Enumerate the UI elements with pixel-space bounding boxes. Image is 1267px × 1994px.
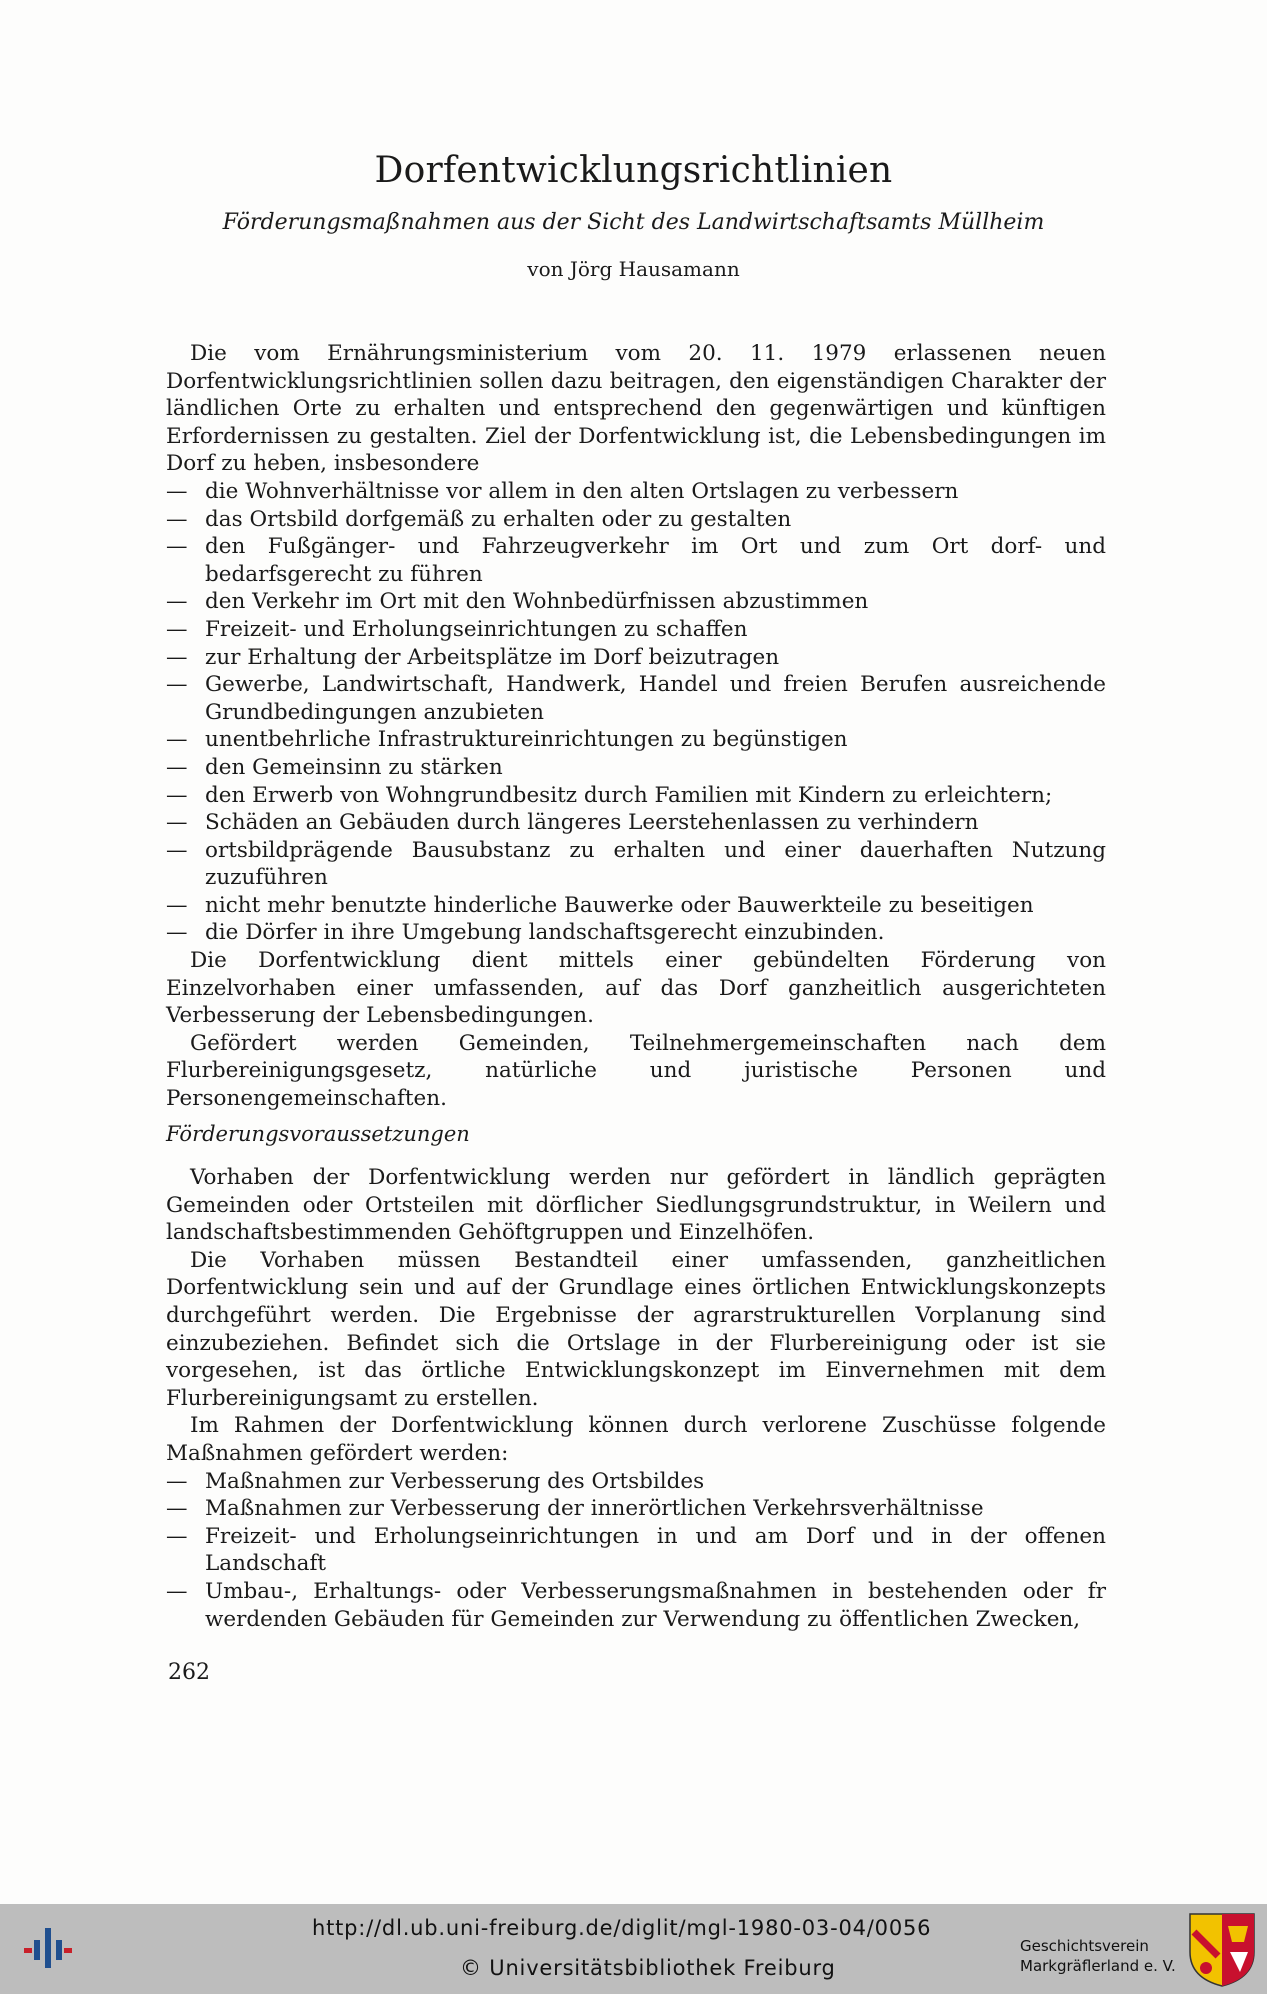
source-url-link[interactable]: http://dl.ub.uni-freiburg.de/diglit/mgl-1980-03-04/0056 (312, 1916, 932, 1940)
dash-bullet: — (166, 644, 188, 670)
dash-bullet: — (166, 616, 188, 642)
list-item: — die Dörfer in ihre Umgebung landschaftsgerecht einzubinden. (166, 920, 885, 946)
dash-bullet: — (166, 589, 188, 615)
requirements-paragraph-2: Die Vorhaben müssen Bestandteil einer umfassenden, ganzheitlichen Dorfentwicklung sein und auf der Grundlage eines örtlichen Entwicklungskonzepts durchgeführt werden. Die Ergebnisse der agrarstrukturellen Vorplanung sind einzubeziehen. Befindet sich die Ortslage in der Flurbereinigung oder ist sie vorgesehen, ist das örtliche Entwicklungskonzept im Einvernehmen mit dem Flurbereinigungsamt zu erstellen. (166, 1247, 1106, 1411)
requirements-paragraph-1: Vorhaben der Dorfentwicklung werden nur gefördert in ländlich geprägten Gemeinden oder Ortsteilen mit dörflicher Siedlungsgrundstruktur, in Weilern und landschaftsbestimmenden Gehöftgruppen und Einzelhöfen. (166, 1165, 1106, 1246)
society-name-line-2: Markgräflerland e. V. (1020, 1957, 1176, 1975)
goals-list (166, 478, 1106, 947)
list-item: — Gewerbe, Landwirtschaft, Handwerk, Handel und freien Berufen ausreichende Grundbedingungen anzubieten (166, 672, 1106, 725)
list-item: — nicht mehr benutzte hinderliche Bauwerke oder Bauwerkteile zu beseitigen (166, 892, 1034, 918)
society-name (1020, 1936, 1176, 1976)
list-item: — den Gemeinsinn zu stärken (166, 754, 503, 780)
list-item: — das Ortsbild dorfgemäß zu erhalten oder zu gestalten (166, 506, 792, 532)
funded-parties-paragraph: Gefördert werden Gemeinden, Teilnehmergemeinschaften nach dem Flurbereinigungsgesetz, natürliche und juristische Personen und Personengemeinschaften. (166, 1030, 1106, 1112)
list-item: — unentbehrliche Infrastruktureinrichtungen zu begünstigen (166, 727, 848, 753)
dash-bullet: — (166, 920, 188, 946)
list-item: — Maßnahmen zur Verbesserung der innerörtlichen Verkehrsverhältnisse (166, 1496, 984, 1522)
list-item: — den Erwerb von Wohngrundbesitz durch Familien mit Kindern zu erleichtern; (166, 782, 1053, 808)
list-item: — Maßnahmen zur Verbesserung des Ortsbildes (166, 1468, 705, 1494)
list-item: — Freizeit- und Erholungseinrichtungen in und am Dorf und in der offenen Landschaft (166, 1523, 1106, 1577)
ub-freiburg-logo-icon[interactable] (18, 1918, 78, 1978)
list-item: — die Wohnverhältnisse vor allem in den alten Ortslagen zu verbessern (166, 478, 959, 504)
dash-bullet: — (166, 1496, 188, 1522)
list-item: — den Verkehr im Ort mit den Wohnbedürfnissen abzustimmen (166, 589, 869, 615)
page-number: 262 (168, 1660, 210, 1685)
list-item: — ortsbildprägende Bausubstanz zu erhalten und einer dauerhaften Nutzung zuzuführen (166, 837, 1106, 891)
dash-bullet: — (166, 534, 188, 560)
dash-bullet: — (166, 672, 188, 698)
intro-block (166, 340, 1106, 1113)
dash-bullet: — (166, 892, 188, 918)
dash-bullet: — (166, 782, 188, 808)
dash-bullet: — (166, 478, 188, 504)
article-author: von Jörg Hausamann (527, 257, 740, 281)
dash-bullet: — (166, 506, 188, 532)
list-item: — Umbau-, Erhaltungs- oder Verbesserungsmaßnahmen in bestehenden oder fr werdenden Gebäuden für Gemeinden zur Verwendung zu öffentlichen Zwecken, (166, 1578, 1106, 1632)
article-subtitle: Förderungsmaßnahmen aus der Sicht des Landwirtschaftsamts Müllheim (222, 210, 1045, 235)
coat-of-arms-icon[interactable] (1188, 1912, 1256, 1988)
requirements-block (166, 1164, 1106, 1633)
article-title: Dorfentwicklungsrichtlinien (374, 150, 893, 191)
list-item: — Schäden an Gebäuden durch längeres Leerstehenlassen zu verhindern (166, 810, 979, 836)
measures-list (166, 1468, 1106, 1634)
list-item: — Freizeit- und Erholungseinrichtungen zu schaffen (166, 616, 748, 642)
dash-bullet: — (166, 1523, 188, 1549)
requirements-paragraph-3: Im Rahmen der Dorfentwicklung können durch verlorene Zuschüsse folgende Maßnahmen gefördert werden: (166, 1413, 1106, 1466)
dash-bullet: — (166, 1578, 188, 1604)
dash-bullet: — (166, 727, 188, 753)
dash-bullet: — (166, 1468, 188, 1494)
dash-bullet: — (166, 754, 188, 780)
copyright-text: © Universitätsbibliothek Freiburg (460, 1956, 836, 1980)
society-name-line-1: Geschichtsverein (1020, 1937, 1149, 1955)
dash-bullet: — (166, 837, 188, 863)
digital-library-footer (0, 1904, 1267, 1994)
list-item: — zur Erhaltung der Arbeitsplätze im Dorf beizutragen (166, 644, 780, 670)
intro-paragraph: Die vom Ernährungsministerium vom 20. 11. 1979 erlassenen neuen Dorfentwicklungsrichtlinien sollen dazu beitragen, den eigenständigen Charakter der ländlichen Orte zu erhalten und entsprechend den gegenwärtigen und künftigen Erfordernissen zu gestalten. Ziel der Dorfentwicklung ist, die Lebensbedingungen im Dorf zu heben, insbesondere (166, 341, 1106, 477)
list-item: — den Fußgänger- und Fahrzeugverkehr im Ort und zum Ort dorf- und bedarfsgerecht zu führen (166, 534, 1106, 587)
bundling-paragraph: Die Dorfentwicklung dient mittels einer gebündelten Förderung von Einzelvorhaben einer umfassenden, auf das Dorf ganzheitlich ausgerichteten Verbesserung der Lebensbedingungen. (166, 948, 1106, 1029)
section-heading: Förderungsvoraussetzungen (166, 1122, 470, 1146)
dash-bullet: — (166, 810, 188, 836)
